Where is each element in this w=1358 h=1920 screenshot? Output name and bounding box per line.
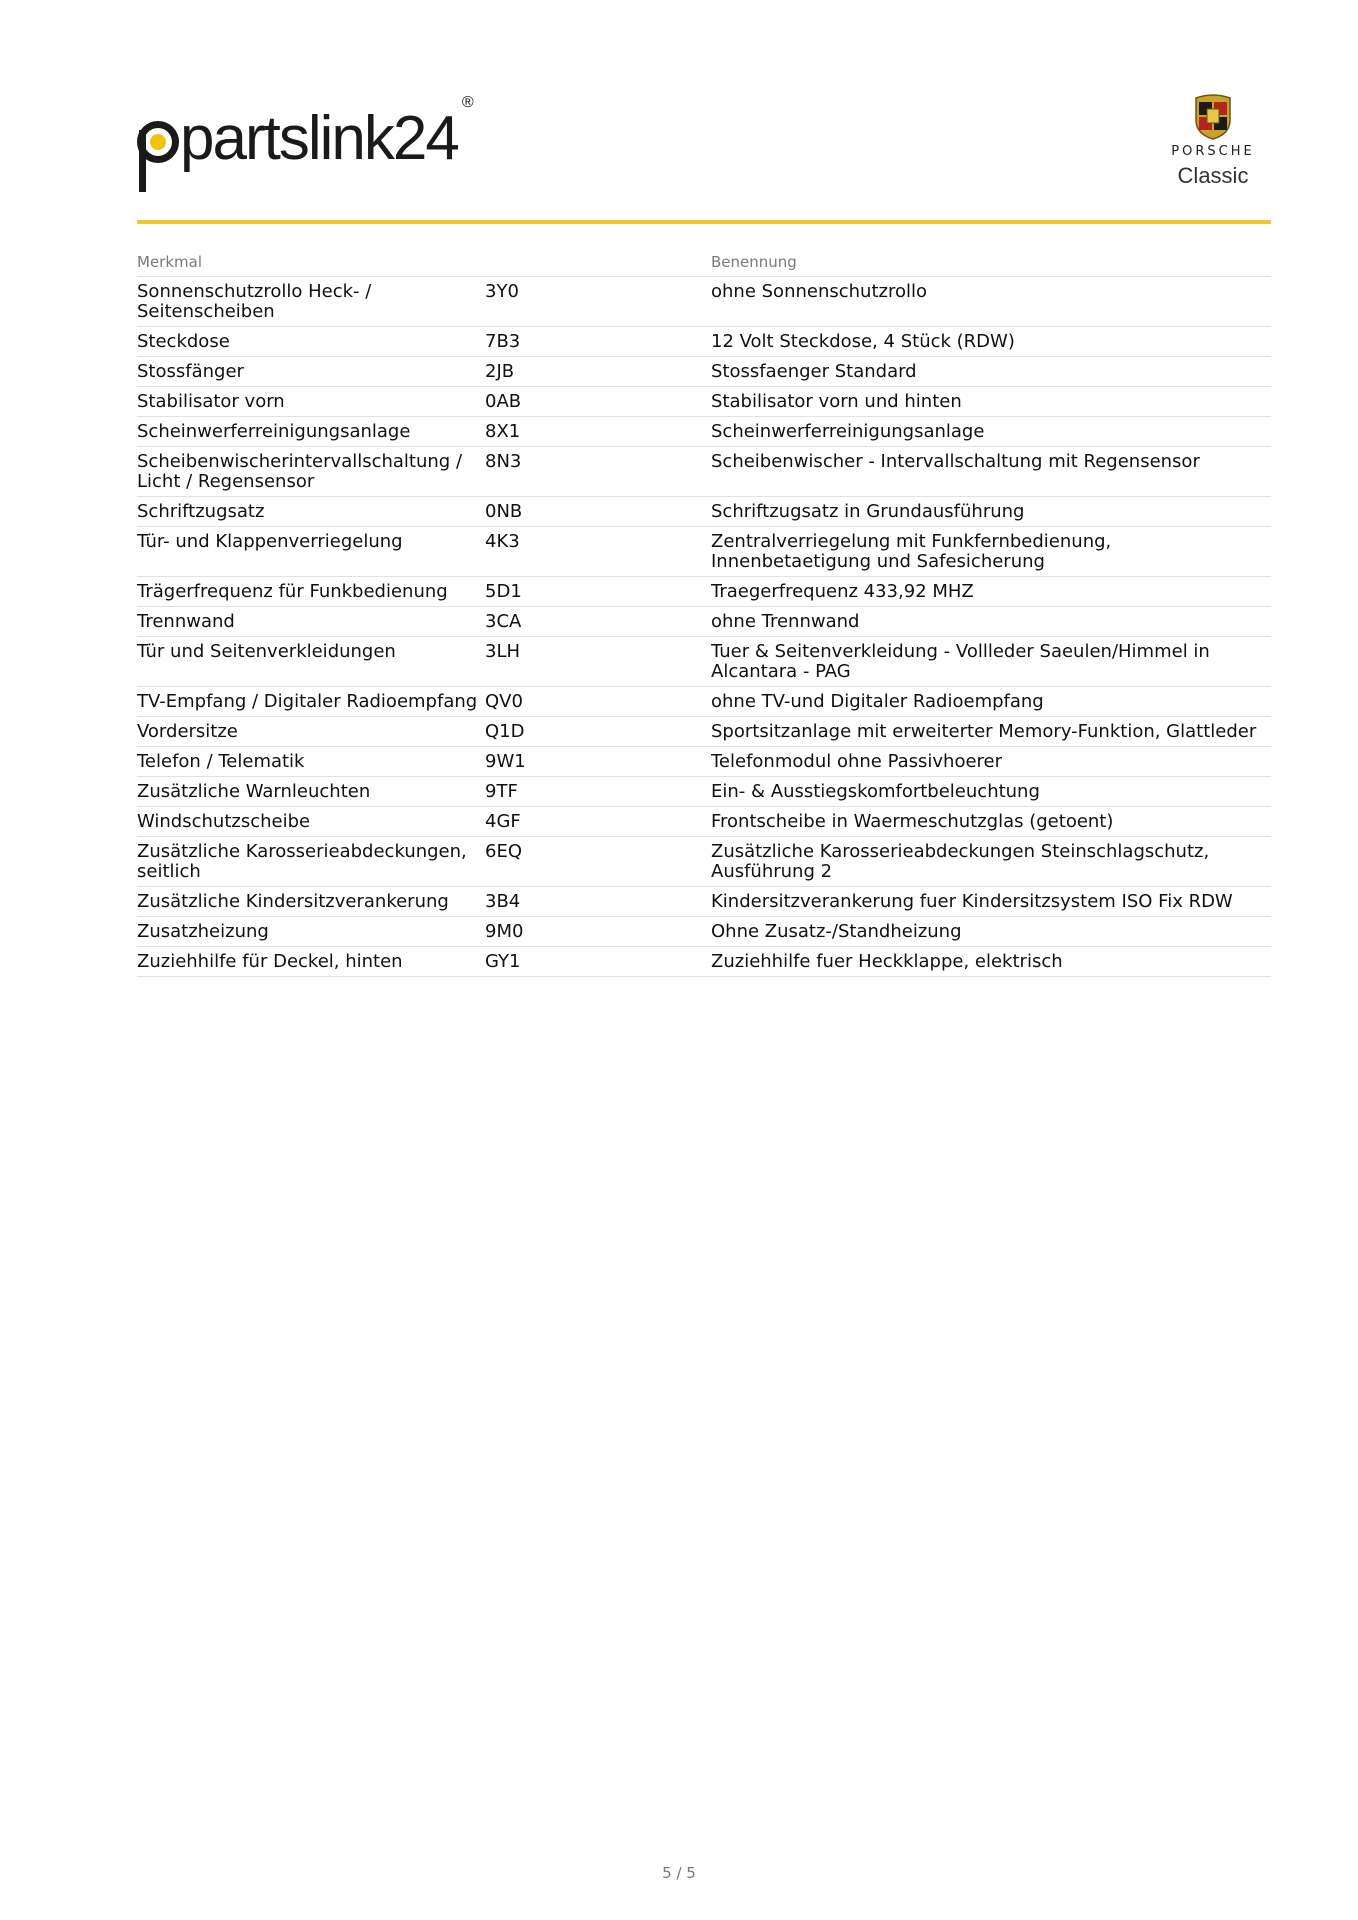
cell-benennung: Ein- & Ausstiegskomfortbeleuchtung [711,777,1271,807]
cell-benennung: Stabilisator vorn und hinten [711,387,1271,417]
cell-benennung: Tuer & Seitenverkleidung - Vollleder Saeulen/Himmel in Alcantara - PAG [711,637,1271,687]
registered-mark: ® [461,94,472,112]
cell-benennung: Zuziehhilfe fuer Heckklappe, elektrisch [711,947,1271,977]
cell-benennung: Stossfaenger Standard [711,357,1271,387]
table-header-row [137,249,1271,277]
cell-code: Q1D [485,717,711,747]
cell-benennung: Ohne Zusatz-/Standheizung [711,917,1271,947]
cell-code: 8N3 [485,447,711,497]
table-row [137,687,1271,717]
cell-merkmal: Zusätzliche Warnleuchten [137,777,485,807]
cell-merkmal: Zusätzliche Kindersitzverankerung [137,887,485,917]
cell-benennung: Zusätzliche Karosserieabdeckungen Steinschlagschutz, Ausführung 2 [711,837,1271,887]
cell-benennung: Scheibenwischer - Intervallschaltung mit Regensensor [711,447,1271,497]
cell-merkmal: Stabilisator vorn [137,387,485,417]
table-row [137,577,1271,607]
cell-code: QV0 [485,687,711,717]
porsche-crest-icon [1194,94,1232,140]
table-row [137,747,1271,777]
table-row [137,917,1271,947]
partslink24-logo [137,94,497,198]
cell-benennung: 12 Volt Steckdose, 4 Stück (RDW) [711,327,1271,357]
cell-merkmal: Zuziehhilfe für Deckel, hinten [137,947,485,977]
cell-code: 7B3 [485,327,711,357]
table-row [137,417,1271,447]
page-number: 5 / 5 [662,1864,696,1882]
logo-p-mark [137,108,180,170]
cell-merkmal: Steckdose [137,327,485,357]
header-divider [137,220,1271,224]
table-row [137,837,1271,887]
cell-merkmal: Schriftzugsatz [137,497,485,527]
table-row [137,497,1271,527]
cell-merkmal: Zusätzliche Karosserieabdeckungen, seitlich [137,837,485,887]
cell-benennung: ohne Trennwand [711,607,1271,637]
cell-code: 3CA [485,607,711,637]
cell-merkmal: Scheibenwischerintervallschaltung / Licht / Regensensor [137,447,485,497]
cell-merkmal: Vordersitze [137,717,485,747]
table-row [137,807,1271,837]
cell-benennung: Zentralverriegelung mit Funkfernbedienung, Innenbetaetigung und Safesicherung [711,527,1271,577]
cell-merkmal: Windschutzscheibe [137,807,485,837]
cell-merkmal: Trägerfrequenz für Funkbedienung [137,577,485,607]
classic-label: Classic [1177,163,1249,188]
porsche-classic-logo [1148,94,1278,189]
column-header-benennung: Benennung [711,249,1271,277]
cell-merkmal: Telefon / Telematik [137,747,485,777]
cell-benennung: Sportsitzanlage mit erweiterter Memory-Funktion, Glattleder [711,717,1271,747]
column-header-code [485,249,711,277]
cell-code: 4GF [485,807,711,837]
column-header-merkmal: Merkmal [137,249,485,277]
feature-table [137,249,1271,977]
logo-wordmark: partslink24 [180,104,458,173]
cell-merkmal: Zusatzheizung [137,917,485,947]
cell-code: 0AB [485,387,711,417]
cell-code: GY1 [485,947,711,977]
cell-code: 2JB [485,357,711,387]
cell-code: 5D1 [485,577,711,607]
cell-benennung: Frontscheibe in Waermeschutzglas (getoent) [711,807,1271,837]
porsche-wordmark: PORSCHE [1171,144,1255,159]
cell-benennung: Kindersitzverankerung fuer Kindersitzsystem ISO Fix RDW [711,887,1271,917]
cell-code: 0NB [485,497,711,527]
cell-merkmal: Tür- und Klappenverriegelung [137,527,485,577]
cell-code: 6EQ [485,837,711,887]
cell-benennung: Telefonmodul ohne Passivhoerer [711,747,1271,777]
cell-code: 3Y0 [485,277,711,327]
table-row [137,387,1271,417]
cell-code: 4K3 [485,527,711,577]
table-row [137,447,1271,497]
table-row [137,527,1271,577]
cell-code: 3LH [485,637,711,687]
table-row [137,277,1271,327]
cell-benennung: Scheinwerferreinigungsanlage [711,417,1271,447]
table-row [137,717,1271,747]
cell-benennung: ohne TV-und Digitaler Radioempfang [711,687,1271,717]
cell-code: 9W1 [485,747,711,777]
table-row [137,947,1271,977]
cell-benennung: Traegerfrequenz 433,92 MHZ [711,577,1271,607]
cell-merkmal: Tür und Seitenverkleidungen [137,637,485,687]
cell-merkmal: Stossfänger [137,357,485,387]
cell-merkmal: Sonnenschutzrollo Heck- / Seitenscheiben [137,277,485,327]
table-row [137,607,1271,637]
cell-benennung: ohne Sonnenschutzrollo [711,277,1271,327]
cell-code: 9TF [485,777,711,807]
cell-code: 8X1 [485,417,711,447]
cell-code: 9M0 [485,917,711,947]
cell-merkmal: Trennwand [137,607,485,637]
cell-code: 3B4 [485,887,711,917]
table-row [137,357,1271,387]
cell-merkmal: TV-Empfang / Digitaler Radioempfang [137,687,485,717]
table-row [137,777,1271,807]
cell-benennung: Schriftzugsatz in Grundausführung [711,497,1271,527]
table-row [137,637,1271,687]
table-row [137,887,1271,917]
table-row [137,327,1271,357]
cell-merkmal: Scheinwerferreinigungsanlage [137,417,485,447]
